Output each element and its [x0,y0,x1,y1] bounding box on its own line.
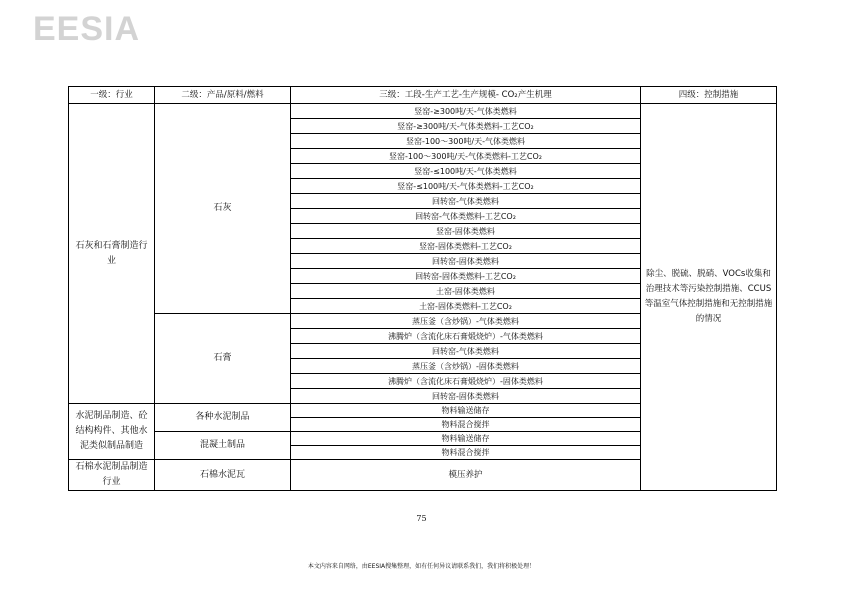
product-cell: 石棉水泥瓦 [155,460,291,491]
process-cell: 沸腾炉（含流化床石膏煅烧炉）-固体类燃料 [291,374,641,389]
industry-cell: 石灰和石膏制造行业 [69,104,155,404]
header-row [69,87,777,104]
product-cell: 石膏 [155,314,291,404]
product-cell: 混凝土制品 [155,432,291,460]
process-cell: 沸腾炉（含流化床石膏煅烧炉）-气体类燃料 [291,329,641,344]
process-cell: 物料混合搅拌 [291,446,641,460]
process-cell: 蒸压釜（含炒锅）-固体类燃料 [291,359,641,374]
process-cell: 竖窑-≤100吨/天-气体类燃料-工艺CO₂ [291,179,641,194]
control-measures-cell: 除尘、脱硫、脱硝、VOCs收集和治理技术等污染控制措施、CCUS等温室气体控制措施和无控制措施的情况 [641,104,777,491]
header-level3: 三级：工段-生产工艺-生产规模- CO₂产生机理 [291,87,641,104]
process-cell: 竖窑-固体类燃料-工艺CO₂ [291,239,641,254]
process-cell: 蒸压釜（含炒锅）-气体类燃料 [291,314,641,329]
process-cell: 回转窑-固体类燃料-工艺CO₂ [291,269,641,284]
process-cell: 回转窑-气体类燃料-工艺CO₂ [291,209,641,224]
header-level4: 四级：控制措施 [641,87,777,104]
industry-cell: 水泥制品制造、砼结构构件、其他水泥类似制品制造 [69,404,155,460]
table-row [69,104,777,119]
process-cell: 竖窑-≥300吨/天-气体类燃料 [291,104,641,119]
process-cell: 回转窑-固体类燃料 [291,254,641,269]
product-cell: 石灰 [155,104,291,314]
process-cell: 回转窑-固体类燃料 [291,389,641,404]
process-cell: 物料输送储存 [291,404,641,418]
process-cell: 土窑-固体类燃料-工艺CO₂ [291,299,641,314]
process-cell: 竖窑-100～300吨/天-气体类燃料 [291,134,641,149]
process-cell: 竖窑-≥300吨/天-气体类燃料-工艺CO₂ [291,119,641,134]
product-cell: 各种水泥制品 [155,404,291,432]
header-level2: 二级：产品/原料/燃料 [155,87,291,104]
process-cell: 模压养护 [291,460,641,491]
eesia-logo: EESIA [33,10,141,48]
process-cell: 竖窑-100～300吨/天-气体类燃料-工艺CO₂ [291,149,641,164]
process-cell: 物料混合搅拌 [291,418,641,432]
classification-table [68,86,777,491]
process-cell: 竖窑-≤100吨/天-气体类燃料 [291,164,641,179]
footer-disclaimer: 本文内容来自网络，由EESIA搜集整理，如有任何异议请联系我们，我们将积极处理！ [307,563,536,570]
header-level1: 一级：行业 [69,87,155,104]
page-number: 75 [416,514,427,523]
process-cell: 物料输送储存 [291,432,641,446]
process-cell: 土窑-固体类燃料 [291,284,641,299]
process-cell: 竖窑-固体类燃料 [291,224,641,239]
process-cell: 回转窑-气体类燃料 [291,344,641,359]
industry-cell: 石棉水泥制品制造行业 [69,460,155,491]
process-cell: 回转窑-气体类燃料 [291,194,641,209]
